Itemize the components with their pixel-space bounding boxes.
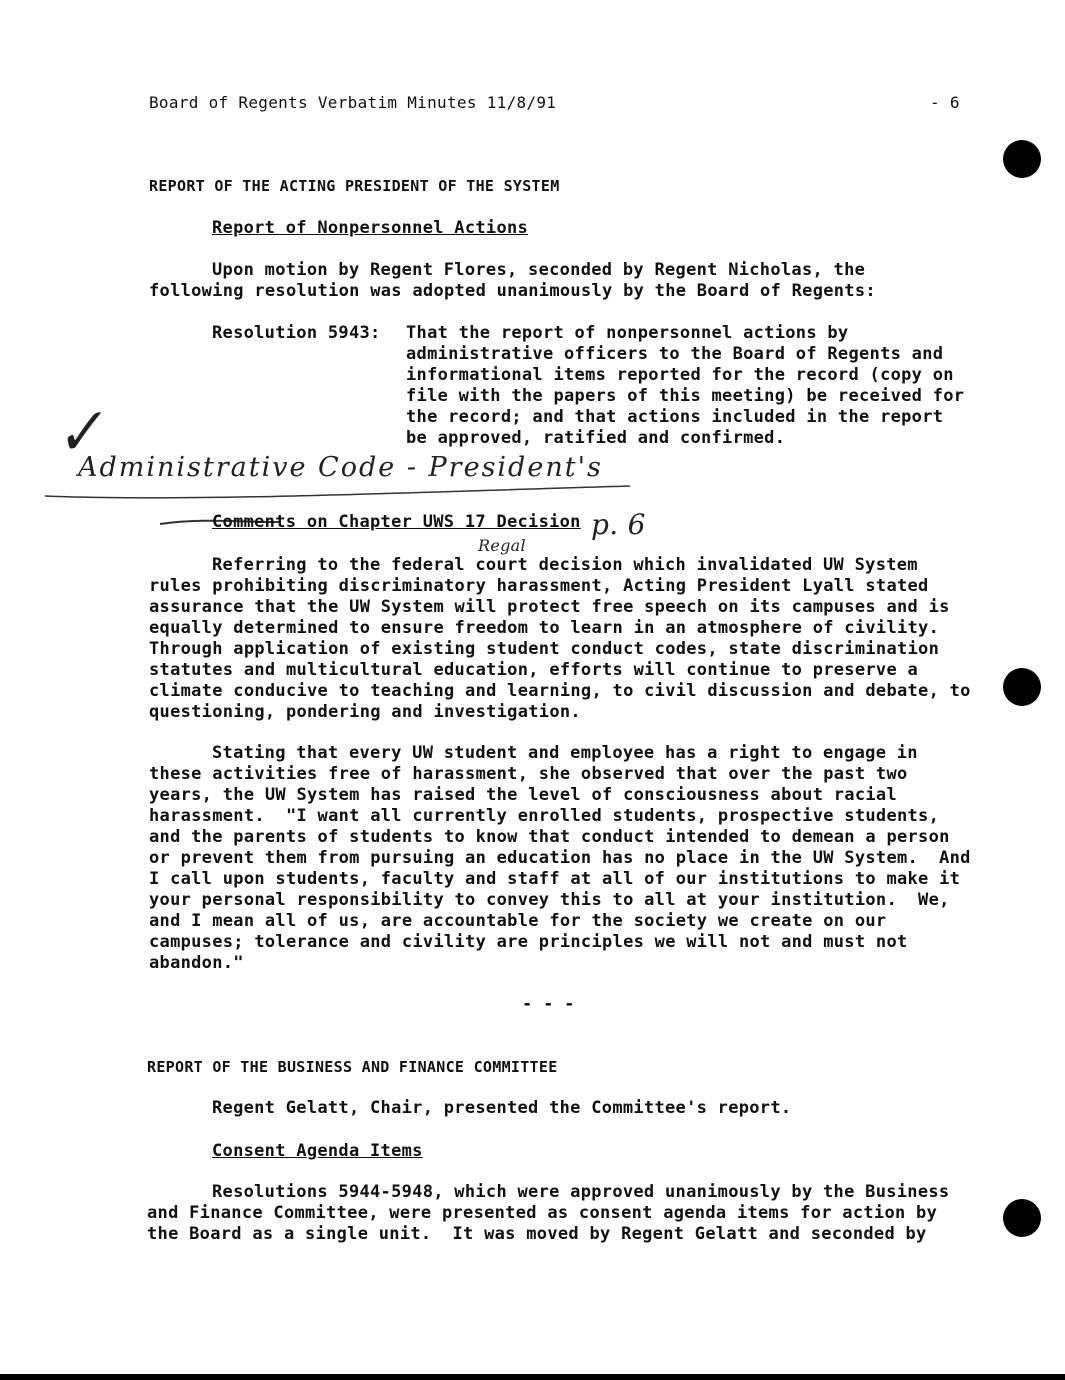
paragraph-line: and I mean all of us, are accountable for the society we create on our (149, 911, 887, 931)
paragraph-line: Resolutions 5944-5948, which were approved unanimously by the Business (212, 1182, 950, 1202)
section-separator: - - - (522, 994, 575, 1014)
resolution-text-line: be approved, ratified and confirmed. (406, 428, 786, 448)
paragraph-line: climate conducive to teaching and learning, to civil discussion and debate, to (149, 681, 971, 701)
paragraph-line: the Board as a single unit. It was moved by Regent Gelatt and seconded by (147, 1224, 927, 1244)
subheading-uws17: Comments on Chapter UWS 17 Decision (212, 512, 581, 532)
page-number: - 6 (930, 93, 960, 112)
subheading-consent-agenda: Consent Agenda Items (212, 1141, 423, 1161)
paragraph-line: questioning, pondering and investigation. (149, 702, 581, 722)
resolution-label: Resolution 5943: (212, 323, 381, 343)
resolution-text-line: the record; and that actions included in the report (406, 407, 944, 427)
paragraph-line: your personal responsibility to convey this to all at your institution. We, (149, 890, 950, 910)
paragraph-line: Referring to the federal court decision which invalidated UW System (212, 555, 918, 575)
paragraph-line: I call upon students, faculty and staff at all of our institutions to make it (149, 869, 961, 889)
punch-hole (1003, 140, 1041, 178)
resolution-text-line: informational items reported for the record (copy on (406, 365, 954, 385)
paragraph-line: campuses; tolerance and civility are principles we will not and must not (149, 932, 908, 952)
paragraph-line: abandon." (149, 953, 244, 973)
handwritten-insert: Regal (478, 536, 526, 555)
paragraph-line: assurance that the UW System will protect free speech on its campuses and is (149, 597, 950, 617)
handwritten-page-ref: p. 6 (591, 508, 646, 541)
paragraph-line: these activities free of harassment, she observed that over the past two (149, 764, 908, 784)
paragraph-line: Through application of existing student conduct codes, state discrimination (149, 639, 940, 659)
paragraph-line: and Finance Committee, were presented as consent agenda items for action by (147, 1203, 938, 1223)
paragraph-line: statutes and multicultural education, efforts will continue to preserve a (149, 660, 919, 680)
running-header: Board of Regents Verbatim Minutes 11/8/91 (149, 93, 557, 112)
scan-edge (0, 1374, 1065, 1380)
paragraph-line: Stating that every UW student and employee has a right to engage in (212, 743, 918, 763)
paragraph-line: harassment. "I want all currently enrolled students, prospective students, (149, 806, 940, 826)
paragraph-line: years, the UW System has raised the level of consciousness about racial (149, 785, 897, 805)
motion-line: Upon motion by Regent Flores, seconded by Regent Nicholas, the (212, 260, 866, 280)
subheading-nonpersonnel: Report of Nonpersonnel Actions (212, 218, 529, 238)
paragraph-line: and the parents of students to know that conduct intended to demean a person (149, 827, 950, 847)
section-heading-acting-president: REPORT OF THE ACTING PRESIDENT OF THE SYSTEM (149, 177, 560, 195)
paragraph-line: rules prohibiting discriminatory harassment, Acting President Lyall stated (149, 576, 929, 596)
intro-line: Regent Gelatt, Chair, presented the Committee's report. (212, 1098, 792, 1118)
handwritten-note: Administrative Code - President's (78, 452, 603, 483)
resolution-text-line: That the report of nonpersonnel actions by (406, 323, 849, 343)
resolution-text-line: administrative officers to the Board of Regents and (406, 344, 944, 364)
section-heading-business-finance: REPORT OF THE BUSINESS AND FINANCE COMMITTEE (147, 1058, 558, 1076)
handwritten-check-mark: ✓ (49, 394, 110, 472)
motion-line: following resolution was adopted unanimously by the Board of Regents: (149, 281, 876, 301)
punch-hole (1003, 668, 1041, 706)
paragraph-line: equally determined to ensure freedom to learn in an atmosphere of civility. (149, 618, 940, 638)
paragraph-line: or prevent them from pursuing an education has no place in the UW System. And (149, 848, 971, 868)
punch-hole (1003, 1199, 1041, 1237)
resolution-text-line: file with the papers of this meeting) be received for (406, 386, 965, 406)
